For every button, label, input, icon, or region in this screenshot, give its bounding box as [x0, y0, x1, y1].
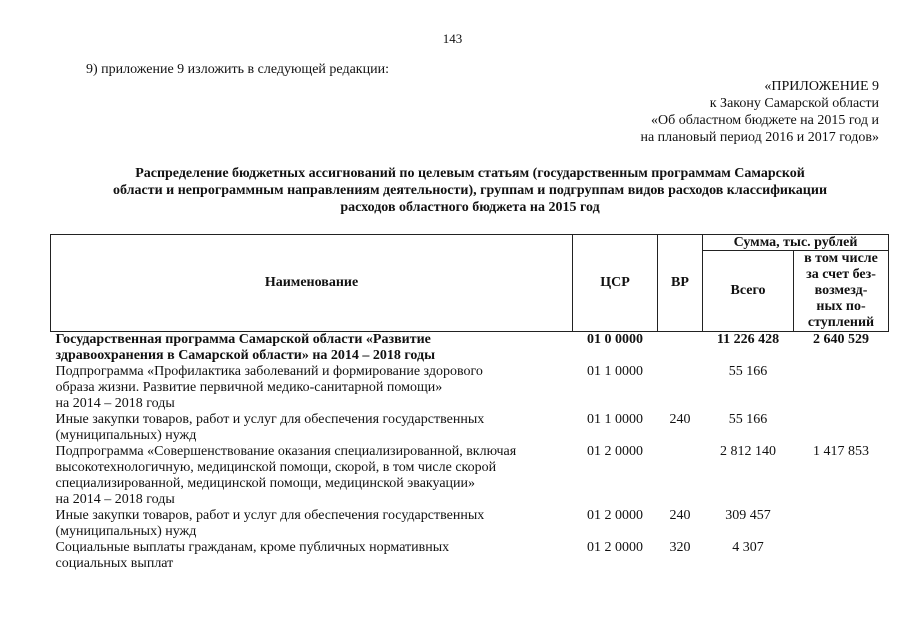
header-free-line: возмезд-: [814, 283, 868, 298]
row-vr: [658, 364, 703, 412]
row-name: [51, 444, 573, 508]
row-csr: 01 2 0000: [587, 444, 643, 459]
table-row: [51, 508, 889, 540]
header-free-line: ных по-: [816, 299, 866, 314]
header-csr: ЦСР: [573, 235, 658, 332]
header-sum: Сумма, тыс. рублей: [703, 235, 889, 251]
row-vr: [658, 444, 703, 508]
row-name-line: образа жизни. Развитие первичной медико-санитарной помощи»: [55, 380, 443, 395]
row-total: 2 812 140: [720, 444, 776, 459]
header-vr: ВР: [658, 235, 703, 332]
row-name-line: Государственная программа Самарской области «Развитие: [55, 332, 431, 347]
header-free-line: в том числе: [804, 251, 878, 266]
header-free-line: ступлений: [807, 315, 875, 330]
row-total: 55 166: [728, 412, 768, 427]
row-free: 2 640 529: [813, 332, 869, 347]
row-name: [51, 412, 573, 444]
row-name-line: Подпрограмма «Профилактика заболеваний и формирование здорового: [55, 364, 483, 379]
document-title: [40, 165, 900, 216]
row-free: [794, 540, 889, 572]
row-name: [51, 508, 573, 540]
row-name: [51, 364, 573, 412]
row-name-line: социальных выплат: [55, 556, 174, 571]
table-row: [51, 412, 889, 444]
row-total: 11 226 428: [716, 332, 780, 347]
row-csr: 01 2 0000: [587, 508, 643, 523]
header-free-line: за счет без-: [806, 267, 876, 282]
row-vr: 320: [669, 540, 691, 555]
row-csr: 01 2 0000: [587, 540, 643, 555]
row-name-line: высокотехнологичную, медицинской помощи, скорой, в том числе скорой: [55, 460, 497, 475]
title-line: расходов областного бюджета на 2015 год: [340, 200, 600, 215]
budget-table: [50, 234, 889, 572]
title-line: Распределение бюджетных ассигнований по целевым статьям (государственным программам Самарской: [135, 166, 805, 181]
row-name: [51, 540, 573, 572]
row-name-line: Иные закупки товаров, работ и услуг для обеспечения государственных: [55, 508, 485, 523]
appendix-line: на плановый период 2016 и 2017 годов»: [640, 130, 879, 145]
row-name-line: Социальные выплаты гражданам, кроме публичных нормативных: [55, 540, 450, 555]
budget-table-body: [51, 332, 889, 573]
title-line: области и непрограммным направлениям деятельности), группам и подгруппам видов расходов классификации: [112, 183, 828, 198]
row-csr: 01 1 0000: [587, 412, 643, 427]
row-total: 55 166: [728, 364, 768, 379]
row-name-line: (муниципальных) нужд: [55, 524, 197, 539]
appendix-header: [640, 78, 879, 146]
row-free: [794, 412, 889, 444]
row-vr: 240: [669, 508, 691, 523]
row-total: 4 307: [732, 540, 764, 555]
row-csr: 01 0 0000: [587, 332, 643, 347]
row-vr: 240: [669, 412, 691, 427]
intro-text: 9) приложение 9 изложить в следующей редакции:: [86, 62, 389, 77]
appendix-line: «Об областном бюджете на 2015 год и: [651, 113, 879, 128]
row-name-line: Подпрограмма «Совершенствование оказания специализированной, включая: [55, 444, 517, 459]
row-name-line: (муниципальных) нужд: [55, 428, 197, 443]
header-total: Всего: [703, 251, 794, 332]
table-row: [51, 332, 889, 365]
row-name-line: Иные закупки товаров, работ и услуг для обеспечения государственных: [55, 412, 485, 427]
header-free: [794, 251, 889, 332]
table-row: [51, 364, 889, 412]
row-csr: 01 1 0000: [587, 364, 643, 379]
page-number: 143: [442, 31, 463, 46]
appendix-line: к Закону Самарской области: [709, 96, 879, 111]
row-total: 309 457: [725, 508, 771, 523]
row-name: [51, 332, 573, 365]
table-row: [51, 444, 889, 508]
row-free: 1 417 853: [813, 444, 869, 459]
row-name-line: на 2014 – 2018 годы: [55, 396, 175, 411]
header-name: Наименование: [51, 235, 573, 332]
row-name-line: здравоохранения в Самарской области» на 2014 – 2018 годы: [55, 348, 436, 363]
row-vr: [658, 332, 703, 365]
table-row: [51, 540, 889, 572]
row-name-line: специализированной, медицинской помощи, медицинской эвакуации»: [55, 476, 476, 491]
row-free: [794, 364, 889, 412]
row-name-line: на 2014 – 2018 годы: [55, 492, 175, 507]
row-free: [794, 508, 889, 540]
appendix-line: «ПРИЛОЖЕНИЕ 9: [764, 79, 879, 94]
